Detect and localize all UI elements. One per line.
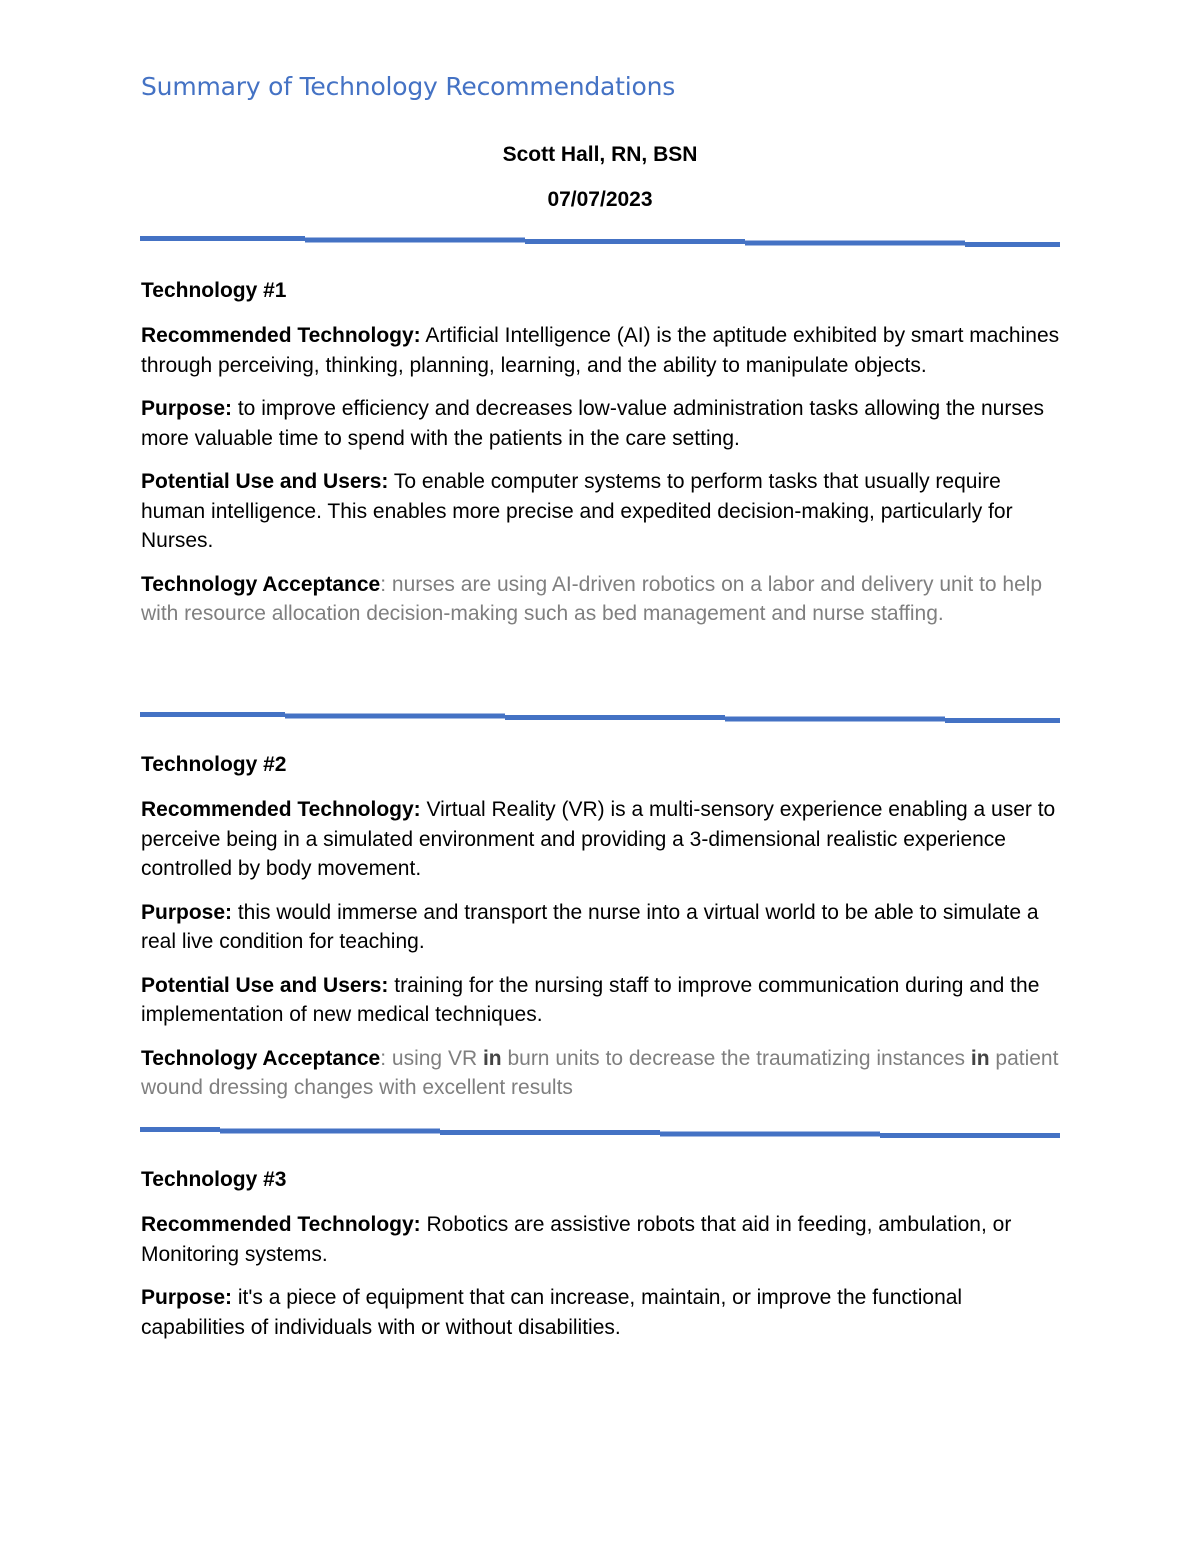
- technology-acceptance-label: Technology Acceptance: [141, 1046, 381, 1070]
- technology-acceptance-text-2: burn units to decrease the traumatizing instances: [501, 1046, 971, 1070]
- recommended-technology-text: Robotics are assistive robots that aid in feeding, ambulation, or Monitoring systems.: [141, 1213, 1012, 1266]
- potential-use-text: To enable computer systems to perform tasks that usually require human intelligence. This enables more precise and expedited decision-making, particularly for Nurses.: [141, 470, 1013, 553]
- section-divider: [140, 234, 1060, 248]
- recommended-technology-text: Artificial Intelligence (AI) is the aptitude exhibited by smart machines through perceiving, thinking, planning, learning, and the ability to manipulate objects.: [141, 324, 1060, 377]
- purpose-paragraph: [141, 898, 1061, 957]
- purpose-text: to improve efficiency and decreases low-value administration tasks allowing the nurses more valuable time to spend with the patients in the care setting.: [141, 397, 1045, 450]
- potential-use-label: Potential Use and Users:: [141, 973, 389, 997]
- purpose-label: Purpose:: [141, 900, 233, 924]
- section-divider: [140, 710, 1060, 724]
- technology-acceptance-text-1: : using VR: [380, 1046, 483, 1070]
- recommended-technology-label: Recommended Technology:: [141, 1213, 421, 1237]
- technology-section-3: [141, 1165, 1061, 1356]
- technology-heading: Technology #1: [141, 279, 287, 302]
- technology-section-1: [141, 276, 1061, 643]
- document-date: 07/07/2023: [547, 188, 653, 211]
- technology-acceptance-paragraph: [141, 570, 1061, 629]
- technology-acceptance-text-3: patient wound dressing changes with excellent results: [141, 1046, 1059, 1100]
- emphasis-in-1: in: [482, 1046, 502, 1070]
- purpose-text: it's a piece of equipment that can increase, maintain, or improve the functional capabilities of individuals with or without disabilities.: [141, 1286, 963, 1339]
- purpose-text: this would immerse and transport the nurse into a virtual world to be able to simulate a real live condition for teaching.: [141, 900, 1039, 954]
- potential-use-paragraph: [141, 971, 1061, 1030]
- recommended-technology-paragraph: [141, 795, 1061, 884]
- recommended-technology-paragraph: [141, 321, 1061, 380]
- recommended-technology-text: Virtual Reality (VR) is a multi-sensory experience enabling a user to perceive being in a simulated environment and providing a 3-dimensional realistic experience controlled by body movement.: [141, 798, 1056, 881]
- purpose-label: Purpose:: [141, 397, 233, 421]
- section-divider: [140, 1125, 1060, 1139]
- technology-heading: Technology #2: [141, 753, 287, 776]
- document-title: Summary of Technology Recommendations: [141, 72, 676, 101]
- technology-acceptance-label: Technology Acceptance: [141, 572, 381, 596]
- technology-section-2: [141, 750, 1061, 1117]
- technology-acceptance-text: : nurses are using AI-driven robotics on a labor and delivery unit to help with resource allocation decision-making such as bed management and nurse staffing.: [141, 572, 1043, 626]
- potential-use-text: training for the nursing staff to improve communication during and the implementation of new medical techniques.: [141, 973, 1040, 1027]
- recommended-technology-label: Recommended Technology:: [141, 798, 421, 822]
- purpose-paragraph: [141, 1283, 1061, 1342]
- purpose-paragraph: [141, 394, 1061, 453]
- potential-use-label: Potential Use and Users:: [141, 470, 389, 494]
- recommended-technology-paragraph: [141, 1210, 1061, 1269]
- author-name: Scott Hall, RN, BSN: [502, 143, 698, 166]
- emphasis-in-2: in: [970, 1046, 990, 1070]
- potential-use-paragraph: [141, 467, 1061, 556]
- technology-acceptance-paragraph: [141, 1044, 1061, 1103]
- purpose-label: Purpose:: [141, 1286, 233, 1310]
- technology-heading: Technology #3: [141, 1168, 287, 1191]
- recommended-technology-label: Recommended Technology:: [141, 324, 421, 348]
